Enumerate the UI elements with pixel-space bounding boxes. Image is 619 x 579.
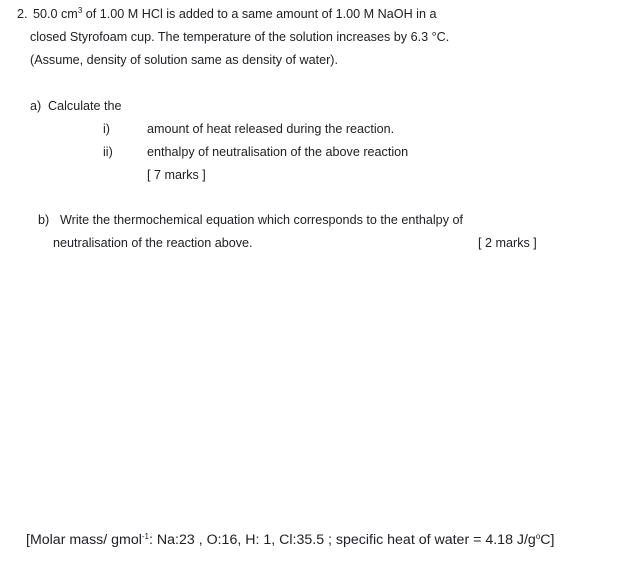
- question-line-1: [33, 6, 436, 22]
- part-a-marks: [ 7 marks ]: [147, 168, 206, 182]
- part-a-label: a): [30, 99, 42, 113]
- molar-mass-footer: [26, 532, 554, 548]
- footer-molar-mass-label: [Molar mass/ gmol: [26, 532, 142, 548]
- footer-end: C]: [540, 532, 555, 548]
- part-a-item-2-number: ii): [103, 145, 113, 159]
- volume-unit-exponent: 3: [77, 6, 83, 15]
- question-line-3: (Assume, density of solution same as density of water).: [30, 53, 338, 67]
- part-a-item-1-number: i): [103, 122, 110, 136]
- part-a-text: Calculate the: [48, 99, 122, 113]
- volume-value: 50.0 cm: [33, 7, 78, 21]
- footer-unit-exponent: -1: [141, 532, 150, 541]
- part-b-marks: [ 2 marks ]: [478, 236, 537, 250]
- question-number: 2.: [17, 7, 28, 21]
- part-a-item-2-text: enthalpy of neutralisation of the above reaction: [147, 145, 409, 159]
- part-b-line-2: neutralisation of the reaction above.: [53, 236, 253, 250]
- footer-degree-sign: o: [535, 532, 541, 541]
- part-b-line-1: Write the thermochemical equation which corresponds to the enthalpy of: [60, 213, 463, 227]
- part-b-label: b): [38, 213, 50, 227]
- question-line-2: closed Styrofoam cup. The temperature of the solution increases by 6.3 °C.: [30, 30, 450, 44]
- part-a-item-1-text: amount of heat released during the reaction.: [147, 122, 395, 136]
- footer-values: : Na:23 , O:16, H: 1, Cl:35.5 ; specific heat of water = 4.18 J/g: [149, 532, 536, 548]
- question-line-1-rest: of 1.00 M HCl is added to a same amount of 1.00 M NaOH in a: [82, 7, 437, 21]
